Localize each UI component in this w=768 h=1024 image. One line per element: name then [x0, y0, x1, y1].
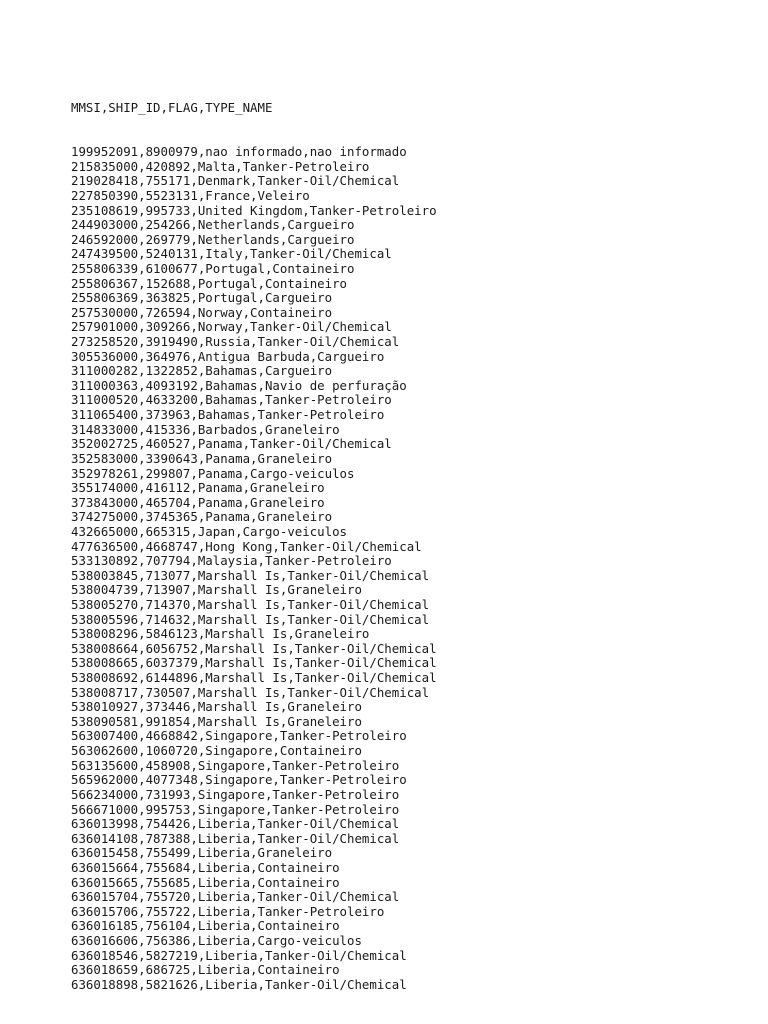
csv-data-line: 538003845,713077,Marshall Is,Tanker-Oil/Chemical	[71, 567, 430, 583]
csv-data-line: 636015458,755499,Liberia,Graneleiro	[71, 845, 333, 861]
csv-data-line: 355174000,416112,Panama,Graneleiro	[71, 480, 325, 496]
csv-data-line: 636015665,755685,Liberia,Containeiro	[71, 874, 340, 890]
csv-data-line: 538005270,714370,Marshall Is,Tanker-Oil/Chemical	[71, 597, 430, 612]
csv-data-line: 311000520,4633200,Bahamas,Tanker-Petroleiro	[71, 392, 392, 408]
csv-data-line: 352002725,460527,Panama,Tanker-Oil/Chemical	[71, 436, 392, 452]
csv-data-line: 255806339,6100677,Portugal,Containeiro	[71, 260, 355, 276]
csv-data-line: 636016606,756386,Liberia,Cargo-veiculos	[71, 933, 362, 949]
csv-data-line: 636015664,755684,Liberia,Containeiro	[71, 859, 340, 875]
csv-data-line: 219028418,755171,Denmark,Tanker-Oil/Chemical	[71, 173, 400, 189]
csv-data-line: 566671000,995753,Singapore,Tanker-Petroleiro	[71, 801, 400, 817]
csv-data-line: 636018898,5821626,Liberia,Tanker-Oil/Chemical	[71, 976, 407, 992]
csv-data-line: 538008664,6056752,Marshall Is,Tanker-Oil/Chemical	[71, 640, 437, 656]
csv-data-line: 257530000,726594,Norway,Containeiro	[71, 304, 333, 320]
csv-data-line: 538008296,5846123,Marshall Is,Graneleiro	[71, 626, 370, 642]
csv-text-block	[71, 72, 437, 1022]
csv-data-line: 538008665,6037379,Marshall Is,Tanker-Oil/Chemical	[71, 655, 437, 671]
csv-data-line: 215835000,420892,Malta,Tanker-Petroleiro	[71, 158, 370, 174]
csv-data-line: 352978261,299807,Panama,Cargo-veiculos	[71, 465, 355, 481]
csv-data-line: 255806369,363825,Portugal,Cargueiro	[71, 290, 333, 306]
csv-data-line: 352583000,3390643,Panama,Graneleiro	[71, 450, 333, 466]
csv-data-line: 636018659,686725,Liberia,Containeiro	[71, 962, 340, 978]
csv-data-line: 244903000,254266,Netherlands,Cargueiro	[71, 217, 355, 233]
csv-data-line: 538010927,373446,Marshall Is,Graneleiro	[71, 699, 362, 715]
csv-data-line: 246592000,269779,Netherlands,Cargueiro	[71, 231, 355, 247]
csv-data-line: 563135600,458908,Singapore,Tanker-Petroleiro	[71, 757, 400, 773]
csv-data-line: 477636500,4668747,Hong Kong,Tanker-Oil/Chemical	[71, 538, 422, 554]
csv-data-line: 563062600,1060720,Singapore,Containeiro	[71, 743, 362, 759]
csv-data-line: 636015706,755722,Liberia,Tanker-Petroleiro	[71, 903, 385, 919]
csv-data-line: 305536000,364976,Antigua Barbuda,Cargueiro	[71, 348, 385, 364]
csv-data-line: 636016185,756104,Liberia,Containeiro	[71, 918, 340, 934]
csv-data-line: 533130892,707794,Malaysia,Tanker-Petroleiro	[71, 553, 392, 569]
csv-data-line: 373843000,465704,Panama,Graneleiro	[71, 494, 325, 510]
csv-data-line: 235108619,995733,United Kingdom,Tanker-Petroleiro	[71, 202, 437, 218]
csv-data-line: 374275000,3745365,Panama,Graneleiro	[71, 509, 333, 525]
csv-data-line: 538008717,730507,Marshall Is,Tanker-Oil/Chemical	[71, 684, 430, 700]
csv-data-line: 563007400,4668842,Singapore,Tanker-Petroleiro	[71, 728, 407, 744]
csv-rows	[71, 145, 437, 992]
csv-data-line: 432665000,665315,Japan,Cargo-veiculos	[71, 523, 348, 539]
csv-data-line: 636018546,5827219,Liberia,Tanker-Oil/Chemical	[71, 947, 407, 963]
csv-data-line: 538005596,714632,Marshall Is,Tanker-Oil/Chemical	[71, 611, 430, 627]
csv-data-line: 273258520,3919490,Russia,Tanker-Oil/Chemical	[71, 334, 400, 350]
csv-data-line: 538008692,6144896,Marshall Is,Tanker-Oil/Chemical	[71, 670, 437, 686]
csv-data-line: 247439500,5240131,Italy,Tanker-Oil/Chemical	[71, 246, 392, 262]
csv-data-line: 538004739,713907,Marshall Is,Graneleiro	[71, 582, 362, 598]
csv-data-line: 199952091,8900979,nao informado,nao informado	[71, 144, 407, 160]
csv-data-line: 636014108,787388,Liberia,Tanker-Oil/Chemical	[71, 830, 400, 846]
csv-data-line: 636013998,754426,Liberia,Tanker-Oil/Chemical	[71, 816, 400, 832]
csv-data-line: 311000363,4093192,Bahamas,Navio de perfuração	[71, 377, 407, 393]
csv-data-line: 566234000,731993,Singapore,Tanker-Petroleiro	[71, 786, 400, 802]
csv-data-line: 565962000,4077348,Singapore,Tanker-Petroleiro	[71, 772, 407, 788]
csv-header-line: MMSI,SHIP_ID,FLAG,TYPE_NAME	[71, 100, 273, 116]
csv-data-line: 257901000,309266,Norway,Tanker-Oil/Chemical	[71, 319, 392, 335]
csv-data-line: 311065400,373963,Bahamas,Tanker-Petroleiro	[71, 407, 385, 423]
csv-data-line: 538090581,991854,Marshall Is,Graneleiro	[71, 713, 362, 729]
csv-data-line: 311000282,1322852,Bahamas,Cargueiro	[71, 363, 333, 379]
csv-data-line: 314833000,415336,Barbados,Graneleiro	[71, 421, 340, 437]
csv-data-line: 227850390,5523131,France,Veleiro	[71, 187, 310, 203]
csv-data-line: 255806367,152688,Portugal,Containeiro	[71, 275, 348, 291]
csv-data-line: 636015704,755720,Liberia,Tanker-Oil/Chemical	[71, 889, 400, 905]
